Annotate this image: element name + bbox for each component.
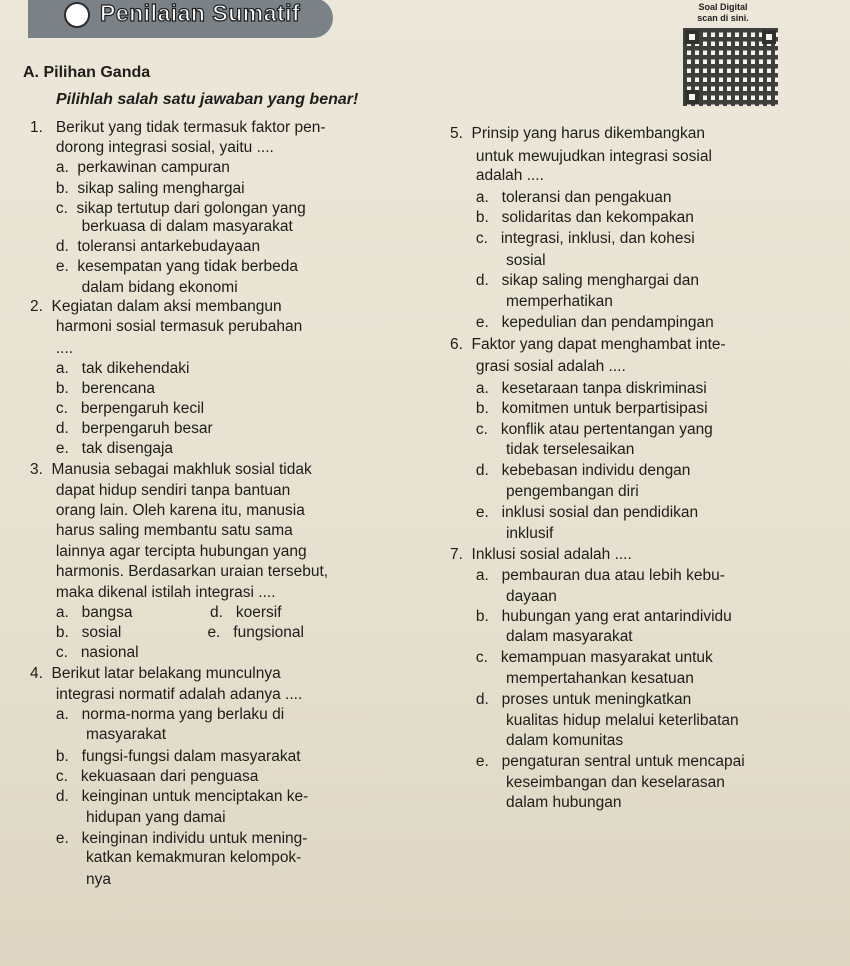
soal-digital-line-2: scan di sini. xyxy=(697,13,749,23)
title-banner xyxy=(28,0,333,38)
question-stem: 5. Prinsip yang harus dikembangkan xyxy=(450,125,706,142)
question-line: pengembangan diri xyxy=(450,483,639,500)
question-line: d. proses untuk meningkatkan xyxy=(450,691,692,708)
qr-finder-icon xyxy=(685,90,699,104)
question-stem: 1. Berikut yang tidak termasuk faktor pen- xyxy=(30,119,326,136)
question-line: a. perkawinan campuran xyxy=(30,159,230,176)
question-line: dorong integrasi sosial, yaitu .... xyxy=(30,139,274,156)
question-line: e. kepedulian dan pendampingan xyxy=(450,314,714,331)
question-line: d. keinginan untuk menciptakan ke- xyxy=(30,788,309,805)
question-line: b. hubungan yang erat antarindividu xyxy=(450,608,732,625)
question-line: nya xyxy=(30,871,111,888)
question-line: kualitas hidup melalui keterlibatan xyxy=(450,712,739,729)
question-stem: 7. Inklusi sosial adalah .... xyxy=(450,546,632,563)
section-heading: A. Pilihan Ganda xyxy=(23,64,151,81)
question-line: inklusif xyxy=(450,525,554,542)
soal-digital-line-1: Soal Digital xyxy=(698,2,748,12)
question-line: tidak terselesaikan xyxy=(450,441,635,458)
question-line: a. tak dikehendaki xyxy=(30,360,190,377)
question-line: harus saling membantu satu sama xyxy=(30,522,293,539)
question-line: c. kemampuan masyarakat untuk xyxy=(450,649,713,666)
question-line: a. toleransi dan pengakuan xyxy=(450,189,672,206)
question-line: mempertahankan kesatuan xyxy=(450,670,694,687)
question-line: c. kekuasaan dari penguasa xyxy=(30,768,259,785)
question-line: harmonis. Berdasarkan uraian tersebut, xyxy=(30,563,329,580)
question-line: c. sikap tertutup dari golongan yang xyxy=(30,200,306,217)
question-line: d. sikap saling menghargai dan xyxy=(450,272,700,289)
question-line: masyarakat xyxy=(30,726,167,743)
question-stem: 4. Berikut latar belakang munculnya xyxy=(30,665,281,682)
question-line: keseimbangan dan keselarasan xyxy=(450,774,725,791)
question-line: d. kebebasan individu dengan xyxy=(450,462,691,479)
question-line: c. konflik atau pertentangan yang xyxy=(450,421,713,438)
question-line: b. berencana xyxy=(30,380,155,397)
question-line: memperhatikan xyxy=(450,293,613,310)
question-line: e. kesempatan yang tidak berbeda xyxy=(30,258,298,275)
question-line: orang lain. Oleh karena itu, manusia xyxy=(30,502,305,519)
question-line: e. pengaturan sentral untuk mencapai xyxy=(450,753,745,770)
question-line: c. berpengaruh kecil xyxy=(30,400,205,417)
question-line: harmoni sosial termasuk perubahan xyxy=(30,318,303,335)
question-line: dapat hidup sendiri tanpa bantuan xyxy=(30,482,291,499)
question-stem: 6. Faktor yang dapat menghambat inte- xyxy=(450,336,726,353)
question-line: e. tak disengaja xyxy=(30,440,174,457)
question-line: lainnya agar tercipta hubungan yang xyxy=(30,543,307,560)
question-line: d. berpengaruh besar xyxy=(30,420,213,437)
question-line: dalam bidang ekonomi xyxy=(30,279,238,296)
question-line: e. keinginan individu untuk mening- xyxy=(30,830,308,847)
qr-finder-icon xyxy=(762,30,776,44)
question-line: .... xyxy=(30,340,74,357)
question-line: b. sikap saling menghargai xyxy=(30,180,245,197)
question-line: b. komitmen untuk berpartisipasi xyxy=(450,400,708,417)
question-line: b. solidaritas dan kekompakan xyxy=(450,209,694,226)
question-line: adalah .... xyxy=(450,167,544,184)
soal-digital-label xyxy=(683,2,763,24)
question-line: berkuasa di dalam masyarakat xyxy=(30,218,293,235)
question-stem: 2. Kegiatan dalam aksi membangun xyxy=(30,298,282,315)
question-line: hidupan yang damai xyxy=(30,809,226,826)
question-line: a. bangsa d. koersif xyxy=(30,604,282,621)
banner-bullet-icon xyxy=(64,2,90,28)
question-line: c. nasional xyxy=(30,644,139,661)
question-line: dalam komunitas xyxy=(450,732,624,749)
question-line: untuk mewujudkan integrasi sosial xyxy=(450,148,712,165)
question-line: a. norma-norma yang berlaku di xyxy=(30,706,285,723)
page-title: Penilaian Sumatif xyxy=(100,0,301,26)
qr-code-icon[interactable] xyxy=(683,28,778,106)
question-line: b. fungsi-fungsi dalam masyarakat xyxy=(30,748,301,765)
question-line: b. sosial e. fungsional xyxy=(30,624,304,641)
question-line: sosial xyxy=(450,252,546,269)
question-line: dalam hubungan xyxy=(450,794,622,811)
question-line: dayaan xyxy=(450,588,557,605)
question-line: a. pembauran dua atau lebih kebu- xyxy=(450,567,725,584)
qr-finder-icon xyxy=(685,30,699,44)
question-line: katkan kemakmuran kelompok- xyxy=(30,849,302,866)
question-line: integrasi normatif adalah adanya .... xyxy=(30,686,303,703)
question-line: grasi sosial adalah .... xyxy=(450,358,626,375)
question-line: dalam masyarakat xyxy=(450,628,633,645)
question-line: e. inklusi sosial dan pendidikan xyxy=(450,504,699,521)
question-line: d. toleransi antarkebudayaan xyxy=(30,238,261,255)
question-line: a. kesetaraan tanpa diskriminasi xyxy=(450,380,707,397)
question-line: c. integrasi, inklusi, dan kohesi xyxy=(450,230,695,247)
question-stem: 3. Manusia sebagai makhluk sosial tidak xyxy=(30,461,312,478)
instruction-text: Pilihlah salah satu jawaban yang benar! xyxy=(56,91,359,108)
question-line: maka dikenal istilah integrasi .... xyxy=(30,584,276,601)
